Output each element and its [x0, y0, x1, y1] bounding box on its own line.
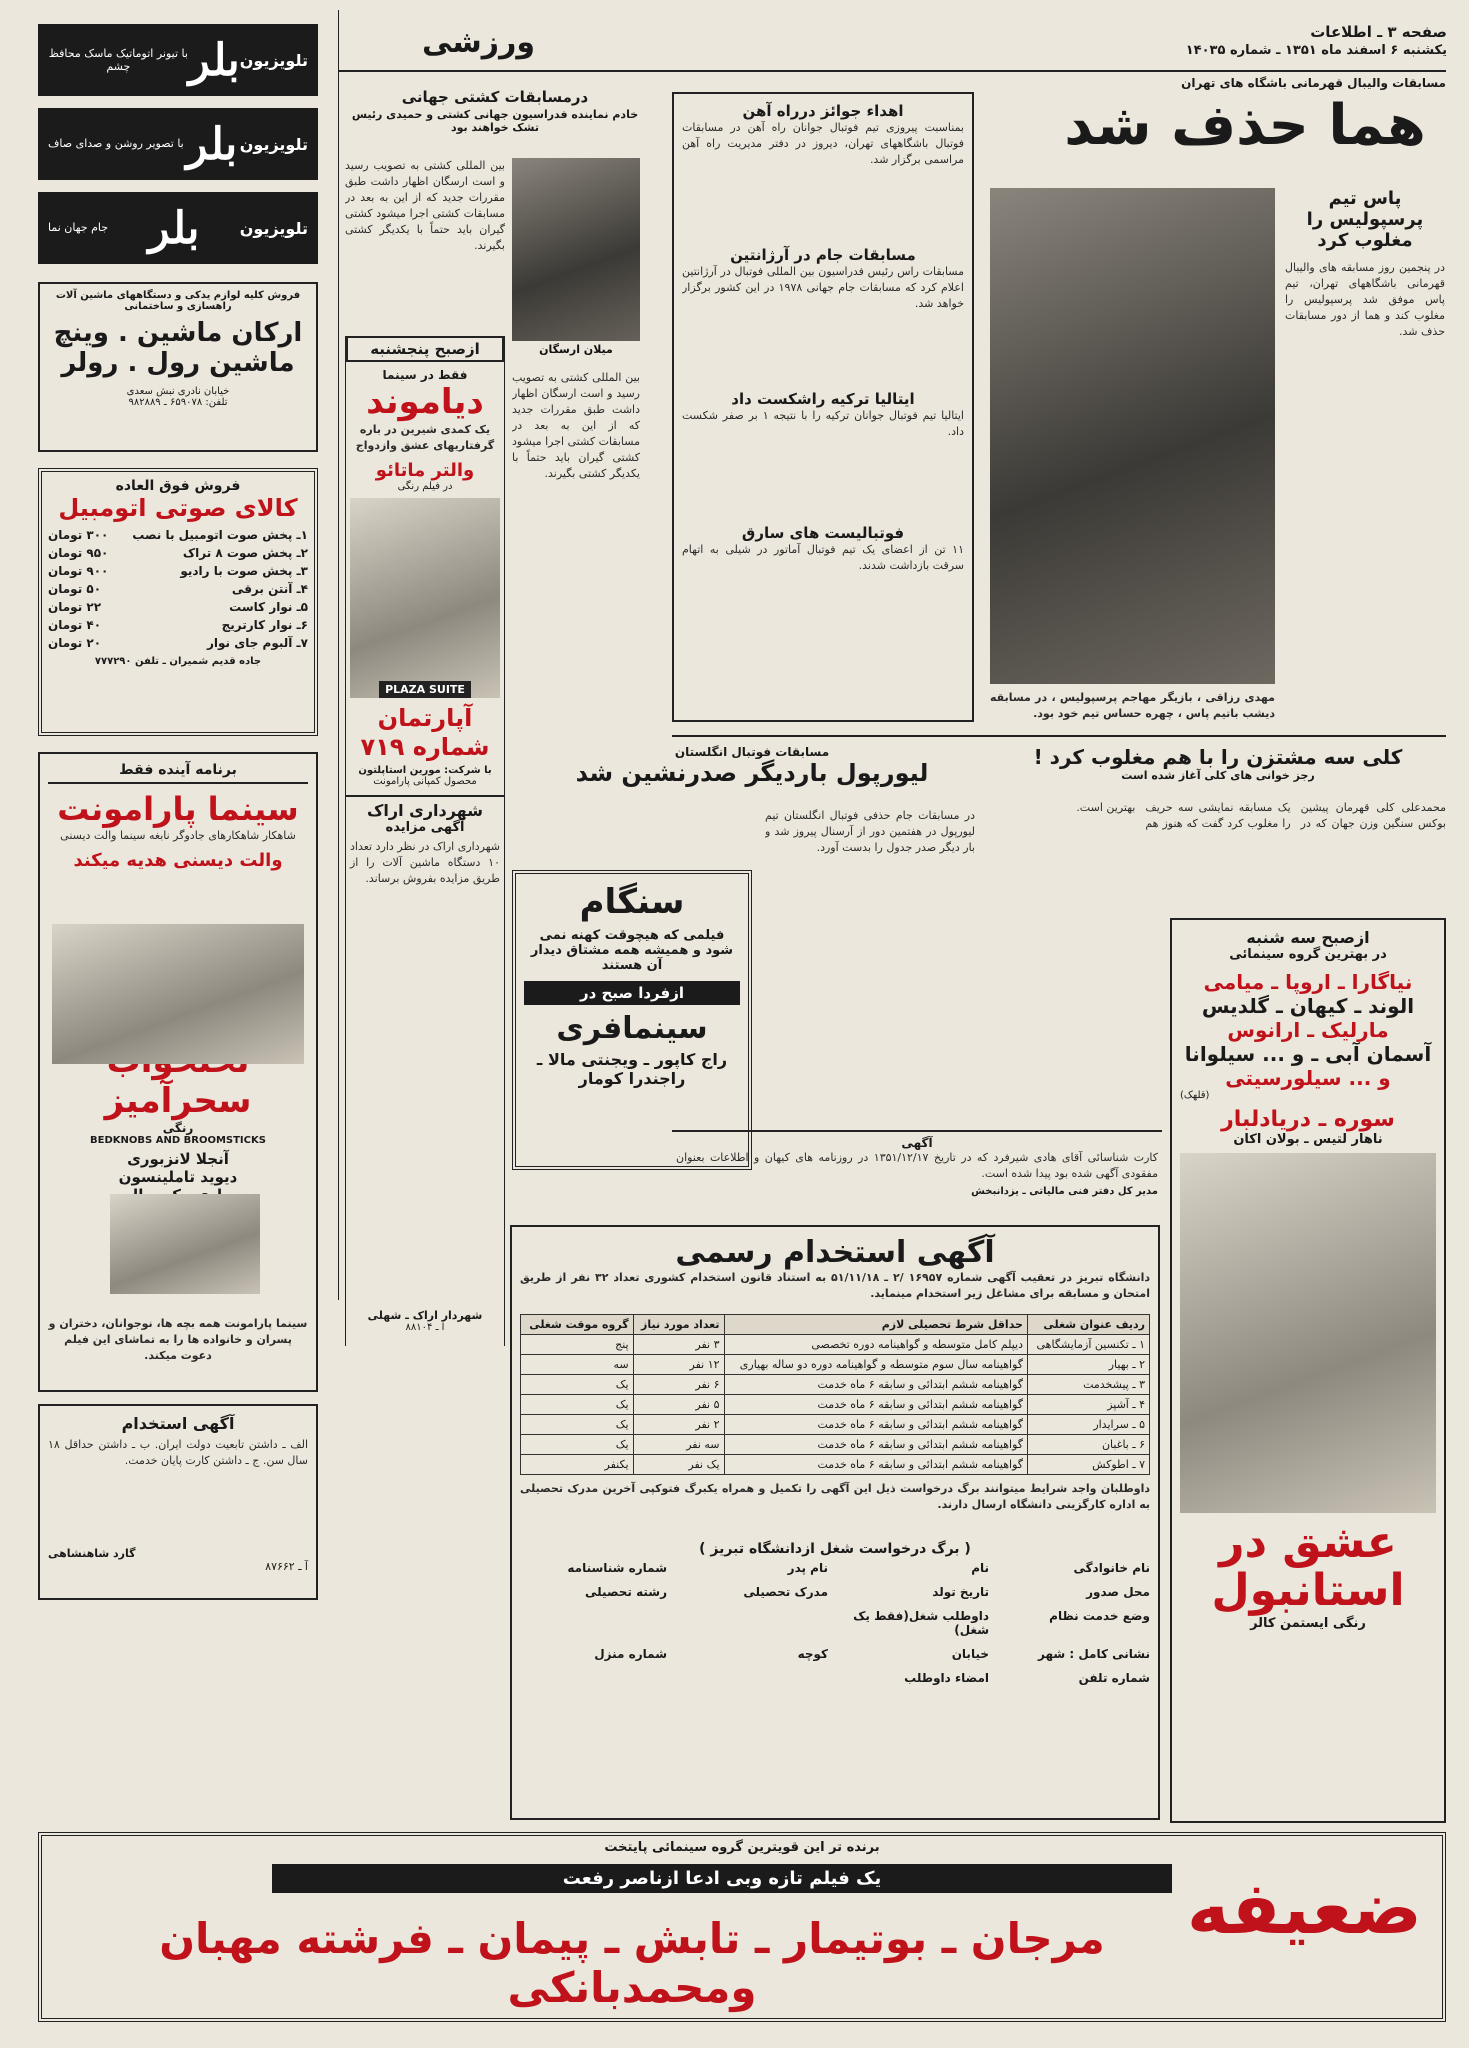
table-row — [521, 1375, 1150, 1395]
table-row — [521, 1355, 1150, 1375]
table-cell: ۳ ـ پیشخدمت — [1028, 1375, 1150, 1395]
cinema-line: و ... سیلورسیتی — [1225, 1066, 1391, 1090]
thief-title: فوتبالیست های سارق — [741, 524, 905, 542]
jobs-table-body — [521, 1335, 1150, 1475]
hire-code: آ ـ ۸۷۶۶۲ — [265, 1560, 308, 1573]
paramount-photo — [52, 924, 304, 1064]
price-row — [48, 598, 308, 616]
table-row — [521, 1335, 1150, 1355]
cinema-right-tag2: (قلهک) — [1180, 1090, 1210, 1101]
form-field-label: وضع خدمت نظام — [1049, 1609, 1150, 1623]
table-cell: یک نفر — [633, 1455, 724, 1475]
table-cell: ۶ ـ باغبان — [1028, 1435, 1150, 1455]
tv-label: تلویزیون — [239, 134, 308, 154]
machines-title-2: ماشین رول . رولر — [61, 348, 295, 378]
machines-address: خیابان نادری نبش سعدی — [126, 386, 230, 397]
liverpool-body: در مسابقات جام حذفی فوتبال انگلستان تیم لیورپول در هفتمین دور از آرسنال پیروز شد و بار دیگر صدر جدول را بدست آورد. — [765, 809, 975, 854]
cup-title: مسابقات جام در آرژانتین — [730, 246, 916, 264]
price-item: ۵ـ نوار کاست — [229, 600, 308, 614]
auto-address: جاده قدیم شمیران ـ تلفن ۷۷۷۲۹۰ — [94, 656, 262, 667]
tv-label: تلویزیون — [239, 50, 308, 70]
machines-top: فروش کلیه لوازم یدکی و دستگاههای ماشین آلات راهسازی و ساختمانی — [55, 290, 301, 312]
hire-sign: گارد شاهنشاهی — [48, 1547, 136, 1560]
price-row — [48, 562, 308, 580]
table-cell: ۵ نفر — [633, 1395, 724, 1415]
cup-body: مسابقات راس رئیس فدراسیون بین المللی فوتبال در آرژانتین اعلام کرد که مسابقات جام جهانی ۱۹۷۸ در این کشور برگزار خواهد شد. — [682, 265, 964, 310]
price-value: ۲۲ تومان — [48, 600, 102, 614]
plaza-photo — [350, 498, 500, 698]
form-field-label: مدرک تحصیلی — [743, 1585, 828, 1599]
table-cell: دیپلم کامل متوسطه و گواهینامه دوره تخصصی — [724, 1335, 1027, 1355]
wrestling-title: درمسابقات کشتی جهانی — [401, 88, 589, 106]
awards-title: اهداء جوائز درراه آهن — [742, 102, 904, 120]
cartoon-photo — [110, 1194, 260, 1294]
form-field-label: شماره منزل — [594, 1647, 667, 1661]
table-header-cell: تعداد مورد نیاز — [633, 1315, 724, 1335]
italy-title: ایتالیا ترکیه راشکست داد — [731, 390, 915, 408]
tv-ad-3 — [38, 192, 318, 264]
diamond-tag: ازصبح پنجشنبه — [346, 336, 504, 362]
tv-sub: با تیونر اتوماتیک ماسک محافظ چشم — [48, 46, 188, 73]
arsegan-photo — [512, 158, 640, 358]
cinema-line: نیاگارا ـ اروپا ـ میامی — [1203, 970, 1413, 994]
kelly-body: محمدعلی کلی قهرمان پیشین بوکس سنگین وزن جهان که در یک مسابقه نمایشی سه حریف را مغلوب کرد گفت که هنوز هم بهترین است. — [1076, 801, 1446, 830]
form-field-label: شماره تلفن — [1078, 1671, 1150, 1685]
tv-ad-2 — [38, 108, 318, 180]
tv-label: تلویزیون — [239, 218, 308, 238]
kelly-article — [990, 745, 1446, 782]
table-cell: ۵ ـ سرایدار — [1028, 1415, 1150, 1435]
cinema-right-tag: ازصبح سه شنبه — [1246, 928, 1370, 947]
notice-sign: مدیر کل دفتر فنی مالیاتی ـ یزدانبخش — [971, 1186, 1158, 1197]
table-cell: یک — [521, 1375, 634, 1395]
table-cell: گواهینامه ششم ابتدائی و سابقه ۶ ماه خدمت — [724, 1435, 1027, 1455]
cinema-line: الوند ـ کیهان ـ گلدیس — [1201, 994, 1415, 1018]
price-row — [48, 580, 308, 598]
paramount-desc: شاهکار شاهکارهای جادوگر نابغه سینما والت دیسنی — [60, 829, 296, 842]
italy-body: ایتالیا تیم فوتبال جوانان ترکیه را با نتیجه ۱ بر صفر شکست داد. — [682, 409, 964, 438]
istanbul-film: عشق در استانبول — [1211, 1517, 1405, 1617]
paramount-color: رنگی — [162, 1120, 194, 1135]
bottom-title: ضعیفه — [1186, 1866, 1422, 1950]
auto-price-list — [48, 526, 308, 652]
wrestling-body: بین المللی کشتی به تصویب رسید و است ارسگان اظهار داشت طبق مقررات جدید که از این به بعد در مسابقات کشتی اجرا میشود کشتی گیران باید حتماً با یکدیگر کشتی بگیرند. — [345, 159, 505, 252]
diamond-name: دیاموند — [366, 382, 484, 422]
tv-sub: جام جهان نما — [48, 221, 109, 235]
price-value: ۵۰ تومان — [48, 582, 102, 596]
table-cell: ۲ ـ بهیار — [1028, 1355, 1150, 1375]
wrestling-sub: خادم نماینده فدراسیون جهانی کشتی و حمیدی رئیس تشک خواهند بود — [351, 108, 639, 134]
auto-head: فروش فوق العاده — [115, 478, 241, 494]
table-cell: ۱ ـ تکنسین آزمایشگاهی — [1028, 1335, 1150, 1355]
plaza-title: PLAZA SUITE — [379, 681, 471, 698]
machines-phone: تلفن: ۶۵۹۰۷۸ ـ ۹۸۲۸۸۹ — [128, 397, 228, 408]
bottom-top: برنده تر این قویترین گروه سینمائی پایتخت — [604, 1840, 880, 1855]
table-cell: ۳ نفر — [633, 1335, 724, 1355]
kelly-sub: رجز خوانی های کلی آغاز شده است — [1121, 769, 1315, 782]
diamond-only: فقط در سینما — [382, 368, 468, 382]
table-header-cell: حداقل شرط تحصیلی لازم — [724, 1315, 1027, 1335]
price-row — [48, 616, 308, 634]
liverpool-headline: لیورپول باردیگر صدرنشین شد — [575, 759, 929, 787]
hire-body: الف ـ داشتن تابعیت دولت ایران. ب ـ داشتن حداقل ۱۸ سال سن. ج ـ داشتن کارت پایان خدمت. — [48, 1438, 308, 1467]
table-cell: ۶ نفر — [633, 1375, 724, 1395]
sangam-title: سنگام — [579, 882, 685, 922]
price-item: ۶ـ نوار کارتریج — [221, 618, 308, 632]
form-field-label: خیابان — [951, 1647, 989, 1661]
volley-caption: مهدی رزاقی ، بازیگر مهاجم پرسپولیس ، در مسابقه دیشب باتیم پاس ، چهره حساس تیم خود بود. — [990, 691, 1275, 720]
price-value: ۲۰ تومان — [48, 636, 102, 650]
form-field-label: امضاء داوطلب — [904, 1671, 989, 1685]
form-field-label: کوچه — [797, 1647, 828, 1661]
auto-audio-ad — [38, 468, 318, 736]
form-field-label — [681, 1609, 828, 1637]
volley-sub-2: پرسپولیس را — [1306, 209, 1424, 230]
table-cell: ۷ ـ اطوکش — [1028, 1455, 1150, 1475]
price-item: ۱ـ پخش صوت اتومبیل با نصب — [132, 528, 308, 542]
paramount-title: سینما پارامونت — [57, 790, 299, 828]
notice-body: کارت شناسائی آقای هادی شیرفرد که در تاریخ ۱۳۵۱/۱۲/۱۷ در روزنامه های کیهان و اطلاعات بعنوان مفقودی آگهی شده بود پیدا شده است. — [676, 1151, 1158, 1180]
auto-title: کالای صوتی اتومبیل — [58, 494, 298, 522]
jobs-table-header — [521, 1315, 1150, 1335]
table-cell: یکنفر — [521, 1455, 634, 1475]
volley-sub — [1285, 188, 1445, 251]
cinema-line: مارلیک ـ ارانوس — [1227, 1018, 1389, 1042]
hire-title: آگهی استخدام — [121, 1414, 235, 1433]
table-cell: ۴ ـ آشپز — [1028, 1395, 1150, 1415]
price-value: ۹۰۰ تومان — [48, 564, 109, 578]
arsegan-caption: میلان ارسگان — [512, 341, 640, 358]
table-cell: پنج — [521, 1335, 634, 1355]
sangam-desc: فیلمی که هیچوقت کهنه نمی شود و همیشه همه مشتاق دیدار آن هستند — [530, 928, 734, 973]
section-title: ورزشی — [421, 25, 535, 60]
arak-sub: آگهی مزایده — [385, 820, 465, 836]
arak-title: شهرداری اراک — [367, 801, 483, 821]
star-name: دیوید تاملینسون — [118, 1167, 238, 1186]
table-header-cell: گروه موقت شغلی — [521, 1315, 634, 1335]
form-field-label: نشانی کامل : شهر — [1037, 1647, 1150, 1661]
page-info: صفحه ۳ ـ اطلاعات — [1310, 23, 1447, 41]
cinema-right-cast2: ناهار لتیس ـ بولان اکان — [1233, 1132, 1383, 1147]
form-field-label: داوطلب شغل(فقط یک شغل) — [853, 1609, 989, 1637]
bottom-cast: مرجان ـ بوتیمار ـ تابش ـ پیمان ـ فرشته مهبان ومحمدبانکی — [159, 1914, 1105, 2012]
table-row — [521, 1455, 1150, 1475]
notice-title: آگهی — [901, 1136, 933, 1150]
volley-photo — [990, 188, 1275, 684]
table-row — [521, 1435, 1150, 1455]
diamond-color: در فیلم رنگی — [397, 480, 453, 492]
tv-brand: بلر — [186, 118, 238, 170]
tv-sub: با تصویر روشن و صدای صاف — [48, 137, 184, 151]
price-item: ۲ـ پخش صوت ۸ تراک — [182, 546, 308, 560]
arak-body: شهرداری اراک در نظر دارد تعداد ۱۰ دستگاه ماشین آلات را از طریق مزایده بفروش برساند. — [350, 840, 500, 886]
form-field-label: شماره شناسنامه — [567, 1561, 667, 1575]
table-header-cell: ردیف عنوان شغلی — [1028, 1315, 1150, 1335]
official-intro: دانشگاه تبریز در تعقیب آگهی شماره ۱۶۹۵۷ /۲ ـ ۵۱/۱۱/۱۸ به استناد قانون استخدام کشوری تعداد ۳۲ نفر از طریق امتحان و مسابقه برای مشاغل زیر استخدام مینماید. — [520, 1271, 1150, 1300]
volley-sub-1: پاس تیم — [1328, 188, 1402, 209]
paramount-head: برنامه آینده فقط — [48, 762, 308, 784]
machines-title-1: ارکان ماشین . وینچ — [53, 318, 303, 348]
diamond-prod: محصول کمپانی پارامونت — [373, 776, 477, 788]
liverpool-article — [532, 745, 972, 787]
price-row — [48, 544, 308, 562]
table-cell: یک — [521, 1415, 634, 1435]
tv-brand: بلر — [148, 202, 200, 254]
wrestling-article — [345, 88, 645, 134]
diamond-blurb: یک کمدی شیرین در باره گرفتاریهای عشق وازدواج — [355, 423, 495, 452]
sangam-cinema: سینمافری — [556, 1011, 708, 1046]
table-row — [521, 1415, 1150, 1435]
awards-article — [672, 92, 974, 722]
tv-brand: بلر — [188, 34, 240, 86]
thief-body: ۱۱ تن از اعضای یک تیم فوتبال آماتور در شیلی به اتهام سرقت بازداشت شدند. — [682, 543, 964, 572]
tv-ad-1 — [38, 24, 318, 96]
official-employment-ad — [510, 1225, 1160, 1820]
price-row — [48, 526, 308, 544]
table-cell: سه — [521, 1355, 634, 1375]
cinema-list — [1180, 970, 1436, 1090]
form-field-label — [681, 1671, 828, 1685]
sangam-tag: ازفردا صبح در — [524, 981, 740, 1005]
machines-ad — [38, 282, 318, 452]
table-cell: ۲ نفر — [633, 1415, 724, 1435]
lost-card-notice — [672, 1130, 1162, 1210]
price-item: ۴ـ آنتن برقی — [231, 582, 308, 596]
arak-sign: شهردار اراک ـ شهلی — [367, 1309, 483, 1323]
awards-body: بمناسبت پیروزی تیم فوتبال جوانان راه آهن در مسابقات فوتبال باشگاههای تهران، دیروز در دفتر مدیریت راه آهن مراسمی برگزار شد. — [682, 121, 964, 166]
istanbul-photo — [1180, 1153, 1436, 1513]
diamond-cinema-ad — [345, 336, 505, 1346]
form-field-label: محل صدور — [1086, 1585, 1150, 1599]
table-cell: گواهینامه ششم ابتدائی و سابقه ۶ ماه خدمت — [724, 1455, 1027, 1475]
apt-title: آپارتمان شماره ۷۱۹ — [360, 703, 490, 761]
form-field-label — [520, 1609, 667, 1637]
price-value: ۹۵۰ تومان — [48, 546, 109, 560]
cinema-line: آسمان آبی ـ و ... سیلوانا — [1184, 1042, 1432, 1066]
price-value: ۴۰ تومان — [48, 618, 102, 632]
form-title: ( برگ درخواست شغل ازدانشگاه تبریز ) — [699, 1541, 971, 1557]
paramount-note: سینما پارامونت همه بچه ها، نوجوانان، دختران و پسران و خانواده ها را به تماشای این فیلم دعوت میکند. — [48, 1316, 308, 1362]
paramount-film: سحرآمیز — [104, 1080, 252, 1121]
volley-headline: هما حذف شد — [1064, 93, 1426, 158]
kelly-headline: کلی سه مشتزن را با هم مغلوب کرد ! — [1033, 745, 1403, 769]
istanbul-film-sub: رنگی ایستمن کالر — [1250, 1615, 1366, 1631]
arak-code: آ ـ ۸۸۱۰۴ — [405, 1322, 445, 1334]
wrestling-body-cont: بین المللی کشتی به تصویب رسید و است ارسگان اظهار داشت طبق مقررات جدید که از این به بعد در مسابقات کشتی اجرا میشود کشتی گیران باید حتماً با یکدیگر کشتی بگیرند. — [512, 371, 640, 480]
form-field-label — [520, 1671, 667, 1685]
bottom-banner — [38, 1832, 1446, 2022]
table-row — [521, 1395, 1150, 1415]
cinema-right-cast: سوره ـ دریادلبار — [1221, 1107, 1395, 1132]
form-field-label: نام خانوادگی — [1073, 1561, 1150, 1575]
sangam-ad — [512, 870, 752, 1170]
arak-notice — [346, 795, 504, 1333]
form-field-label: تاریخ تولد — [932, 1585, 989, 1599]
volley-kicker: مسابقات والیبال قهرمانی باشگاه های تهران — [1181, 76, 1446, 90]
table-cell: یک — [521, 1435, 634, 1455]
table-cell: ۱۲ نفر — [633, 1355, 724, 1375]
price-row — [48, 634, 308, 652]
form-field-label: رشته تحصیلی — [585, 1585, 667, 1599]
form-field-label: نام پدر — [787, 1561, 828, 1575]
liverpool-kicker: مسابقات فوتبال انگلستان — [674, 745, 830, 759]
istanbul-cinema-ad — [1170, 918, 1446, 1823]
diamond-actor: والتر ماتائو — [375, 459, 475, 481]
table-cell: گواهینامه ششم ابتدائی و سابقه ۶ ماه خدمت — [724, 1415, 1027, 1435]
cinema-right-sub: در بهترین گروه سینمائی — [1229, 947, 1387, 962]
hire-ad — [38, 1404, 318, 1600]
volley-sub-3: مغلوب کرد — [1317, 230, 1413, 251]
official-title: آگهی استخدام رسمی — [675, 1235, 995, 1270]
form-field-label: نام — [971, 1561, 989, 1575]
price-item: ۷ـ آلبوم جای نوار — [206, 636, 308, 650]
page-header — [1027, 22, 1447, 60]
jobs-table — [520, 1314, 1150, 1475]
star-name: آنجلا لانزبوری — [127, 1149, 229, 1168]
sangam-stars: راج کاپور ـ ویجنتی مالا ـ راجندرا کومار — [536, 1050, 728, 1088]
official-apply: داوطلبان واجد شرایط میتوانند برگ درخواست ذیل این آگهی را تکمیل و همراه یکبرگ فتوکپی آخرین مدرک تحصیلی به اداره کارگزینی دانشگاه ارسال دارند. — [520, 1482, 1150, 1511]
table-cell: سه نفر — [633, 1435, 724, 1455]
table-cell: یک — [521, 1395, 634, 1415]
application-form — [520, 1561, 1150, 1685]
price-value: ۳۰۰ تومان — [48, 528, 109, 542]
volley-body: در پنجمین روز مسابقه های والیبال قهرمانی باشگاههای تهران، تیم پاس موفق شد پرسپولیس را مغلوب کند و هما از دور مسابقات حذف شد. — [1285, 261, 1445, 338]
paramount-ad — [38, 752, 318, 1392]
diamond-cast: با شرکت: مورین استاپلتون — [358, 765, 492, 777]
price-item: ۳ـ پخش صوت با رادیو — [180, 564, 308, 578]
date-info: یکشنبه ۶ اسفند ماه ۱۳۵۱ ـ شماره ۱۴۰۳۵ — [1185, 43, 1447, 59]
paramount-studio: والت دیسنی هدیه میکند — [73, 849, 283, 871]
paramount-en-title: BEDKNOBS AND BROOMSTICKS — [90, 1134, 266, 1146]
table-cell: گواهینامه ششم ابتدائی و سابقه ۶ ماه خدمت — [724, 1395, 1027, 1415]
table-cell: گواهینامه سال سوم متوسطه و گواهینامه دوره دو ساله بهیاری — [724, 1355, 1027, 1375]
bottom-line: یک فیلم تازه وبی ادعا ازناصر رفعت — [272, 1864, 1172, 1893]
table-cell: گواهینامه ششم ابتدائی و سابقه ۶ ماه خدمت — [724, 1375, 1027, 1395]
